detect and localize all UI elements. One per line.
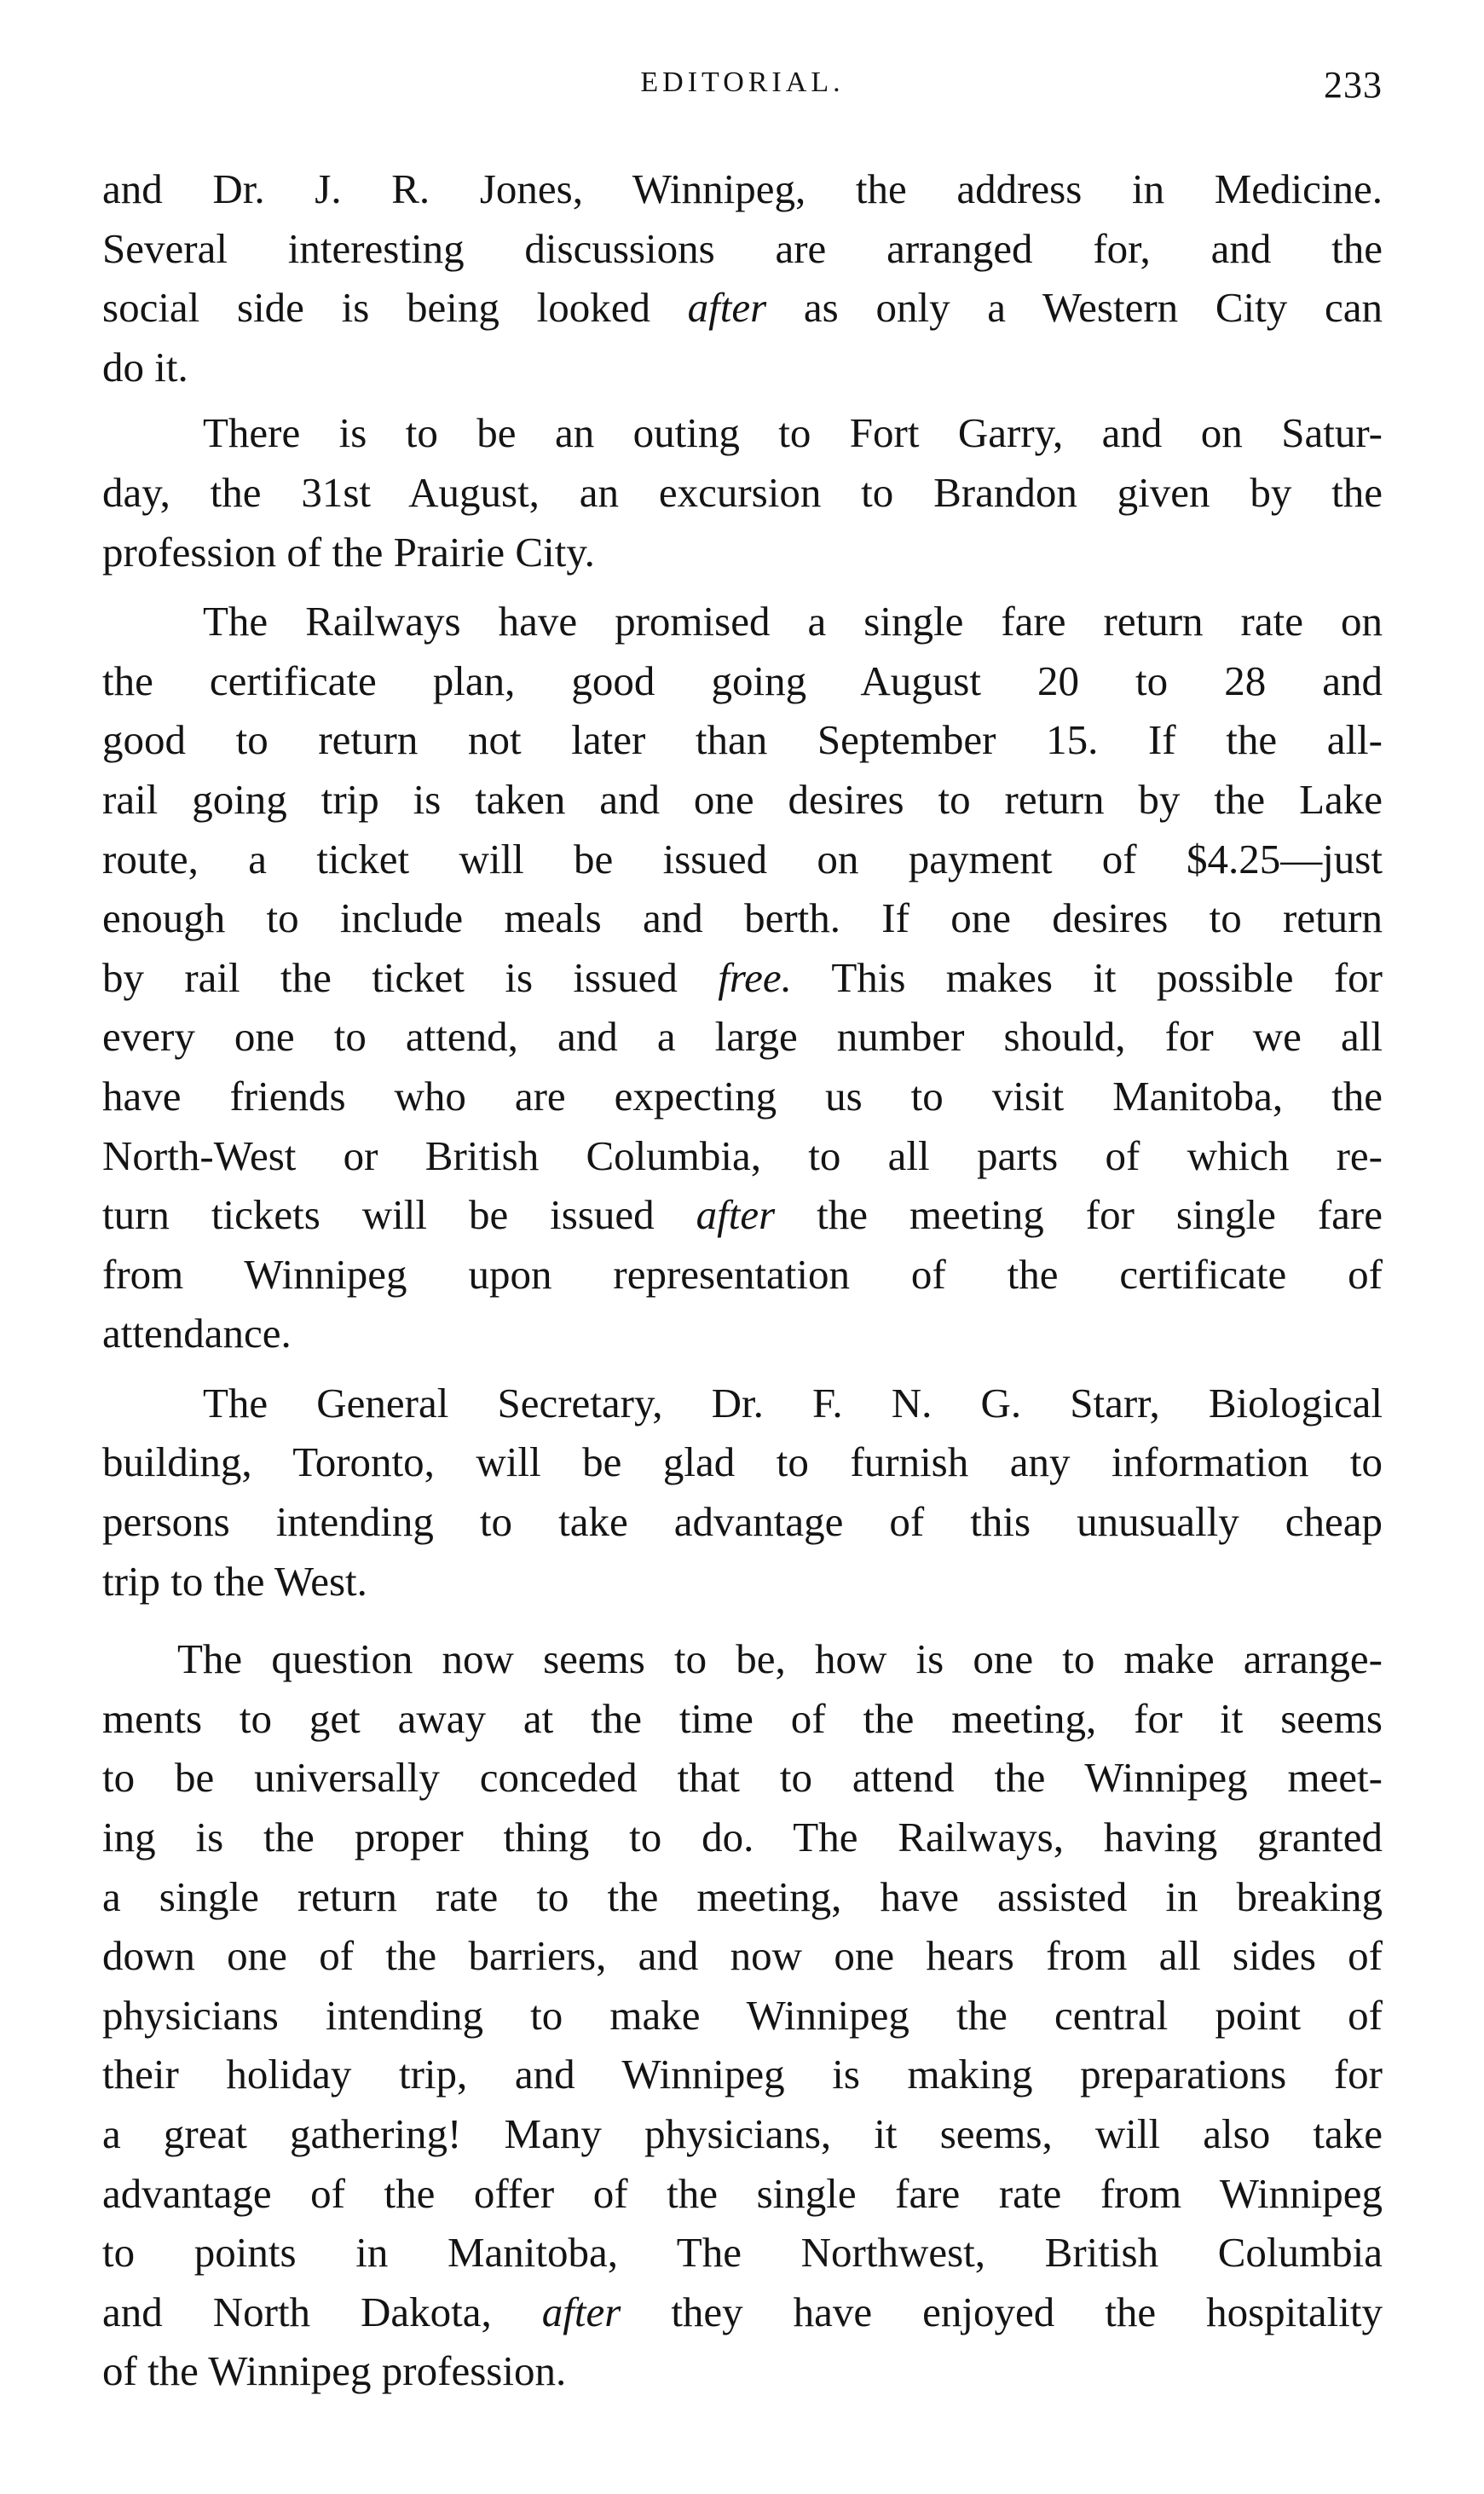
text-line: their holiday trip, and Winnipeg is making preparations for	[102, 2051, 1383, 2098]
text-line: by rail the ticket is issued free. This makes it possible for	[102, 953, 1383, 1001]
text-line: every one to attend, and a large number should, for we all	[102, 1013, 1383, 1061]
paragraph-1	[102, 159, 1383, 396]
text-line: day, the 31st August, an excursion to Brandon given by the	[102, 468, 1383, 516]
text-line: attendance.	[102, 1310, 292, 1357]
text-line: to points in Manitoba, The Northwest, British Columbia	[102, 2229, 1383, 2277]
text-line: of the Winnipeg profession.	[102, 2347, 567, 2395]
paragraph-2	[102, 403, 1383, 582]
text-line: The General Secretary, Dr. F. N. G. Starr, Biological	[203, 1379, 1383, 1426]
text-line: profession of the Prairie City.	[102, 528, 595, 576]
text-line: good to return not later than September 15. If the all-	[102, 716, 1383, 764]
text-line: Several interesting discussions are arranged for, and the	[102, 224, 1383, 272]
text-line: to be universally conceded that to attend the Winnipeg meet-	[102, 1754, 1383, 1802]
text-line: There is to be an outing to Fort Garry, and on Satur-	[203, 409, 1383, 457]
text-line: The Railways have promised a single fare return rate on	[203, 598, 1383, 645]
text-line: a great gathering! Many physicians, it seems, will also take	[102, 2110, 1383, 2157]
text-line: The question now seems to be, how is one to make arrange-	[177, 1635, 1383, 1683]
text-line: persons intending to take advantage of this unusually cheap	[102, 1498, 1383, 1546]
paragraph-5	[102, 1629, 1383, 2401]
text-line: North-West or British Columbia, to all parts of which re-	[102, 1131, 1383, 1179]
text-line: down one of the barriers, and now one hears from all sides of	[102, 1932, 1383, 1980]
text-line: enough to include meals and berth. If one desires to return	[102, 894, 1383, 942]
text-line: trip to the West.	[102, 1557, 367, 1605]
running-head	[102, 64, 1383, 118]
text-line: ing is the proper thing to do. The Railways, having granted	[102, 1814, 1383, 1861]
text-line: ments to get away at the time of the meeting, for it seems	[102, 1694, 1383, 1742]
text-line: from Winnipeg upon representation of the certificate of	[102, 1250, 1383, 1298]
text-line: do it.	[102, 343, 188, 391]
text-line: and Dr. J. R. Jones, Winnipeg, the address in Medicine.	[102, 165, 1383, 212]
text-line: the certificate plan, good going August 20 to 28 and	[102, 657, 1383, 704]
text-line: advantage of the offer of the single fare rate from Winnipeg	[102, 2169, 1383, 2217]
text-line: social side is being looked after as only a Western City can	[102, 284, 1383, 332]
text-line: rail going trip is taken and one desires to return by the Lake	[102, 775, 1383, 823]
paragraph-4	[102, 1374, 1383, 1611]
running-title: EDITORIAL.	[640, 67, 845, 98]
page-number: 233	[1324, 64, 1383, 106]
text-line: and North Dakota, after they have enjoyed the hospitality	[102, 2288, 1383, 2335]
text-line: turn tickets will be issued after the meeting for single fare	[102, 1191, 1383, 1239]
text-line: route, a ticket will be issued on payment of $4.25—just	[102, 835, 1383, 882]
body-text	[102, 159, 1383, 2401]
text-line: building, Toronto, will be glad to furnish any information to	[102, 1438, 1383, 1486]
text-line: have friends who are expecting us to visit Manitoba, the	[102, 1072, 1383, 1120]
paragraph-3	[102, 592, 1383, 1363]
text-line: a single return rate to the meeting, have assisted in breaking	[102, 1872, 1383, 1920]
text-line: physicians intending to make Winnipeg the central point of	[102, 1991, 1383, 2039]
